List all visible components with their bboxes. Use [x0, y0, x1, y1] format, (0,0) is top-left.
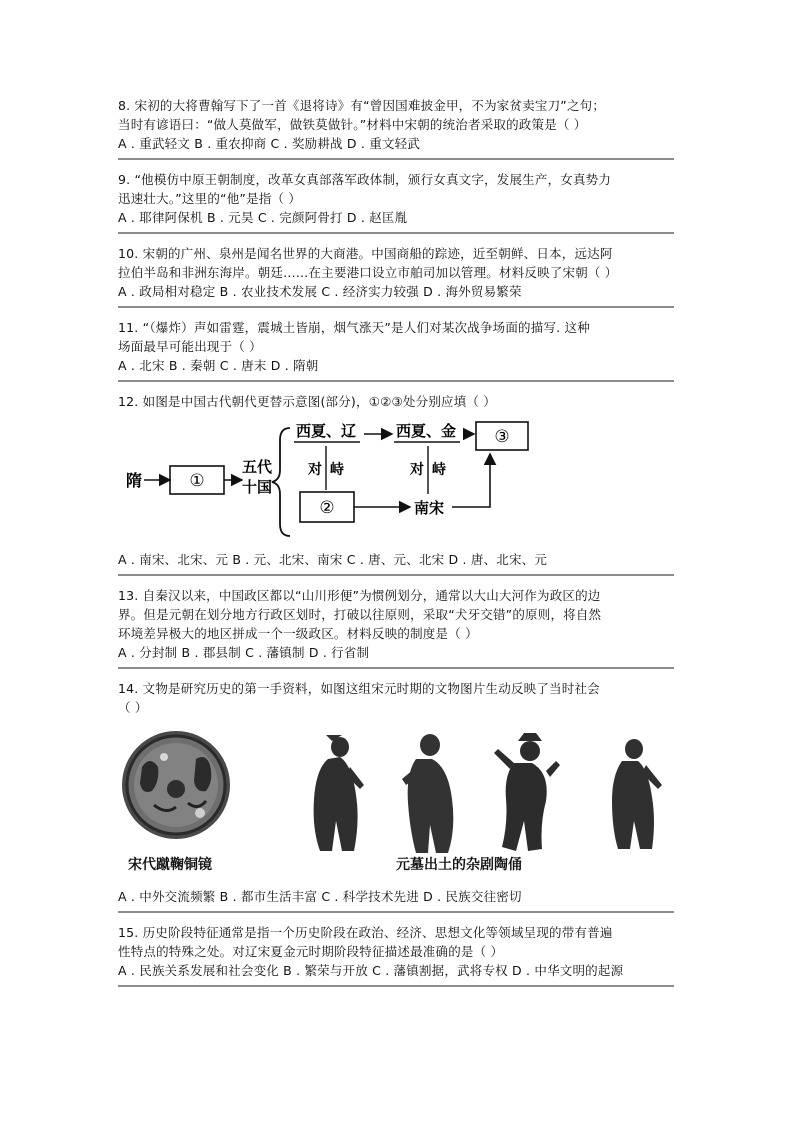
label-shiguo: 十国	[242, 478, 273, 496]
question-11-options[interactable]: A . 北宋 B . 秦朝 C . 唐末 D . 隋朝	[118, 358, 319, 373]
question-15-line-2: 性特点的特殊之处。对辽宋夏金元时期阶段特征描述最准确的是（ ）	[118, 944, 504, 959]
question-15-line-1: 15. 历史阶段特征通常是指一个历史阶段在政治、经济、思想文化等领域呈现的带有普遍	[118, 925, 613, 940]
question-8-line-1: 8. 宋初的大将曹翰写下了一首《退将诗》有“曾因国难披金甲，不为家贫卖宝刀”之句；	[118, 98, 606, 113]
question-9-options[interactable]: A . 耶律阿保机 B . 元昊 C . 完颜阿骨打 D . 赵匡胤	[118, 210, 408, 225]
label-xixia-liao: 西夏、辽	[296, 422, 357, 440]
question-8	[118, 96, 674, 160]
brace	[272, 428, 290, 536]
mirror-caption: 宋代蹴鞠铜镜	[128, 857, 212, 873]
question-10-options[interactable]: A . 政局相对稳定 B . 农业技术发展 C . 经济实力较强 D . 海外贸易繁荣	[118, 284, 522, 299]
question-14-line-1: 14. 文物是研究历史的第一手资料，如图这组宋元时期的文物图片生动反映了当时社会	[118, 681, 600, 696]
question-9	[118, 170, 674, 234]
label-dui-2: 对	[410, 462, 424, 478]
question-9-line-2: 迅速壮大。”这里的“他”是指（ ）	[118, 191, 302, 206]
question-8-options[interactable]: A . 重武轻文 B . 重农抑商 C . 奖励耕战 D . 重文轻武	[118, 136, 421, 151]
label-wudai: 五代	[242, 458, 273, 476]
artifacts-figure	[118, 729, 674, 879]
question-12-line-1: 12. 如图是中国古代朝代更替示意图(部分)，①②③处分别应填（ ）	[118, 394, 496, 409]
question-12	[118, 392, 674, 576]
question-11	[118, 318, 674, 382]
question-11-line-1: 11. “（爆炸）声如雷霆，震城土皆崩，烟气涨天”是人们对某次战争场面的描写. 这种	[118, 320, 590, 335]
label-zhi-1: 峙	[330, 462, 344, 478]
question-14	[118, 679, 674, 913]
figurine-4-image	[612, 739, 662, 849]
question-10-line-2: 拉伯半岛和非洲东海岸。朝廷……在主要港口设立市舶司加以管理。材料反映了宋朝（ ）	[118, 265, 618, 280]
figurines-caption: 元墓出土的杂剧陶俑	[396, 857, 522, 873]
question-10-line-1: 10. 宋朝的广州、泉州是闻名世界的大商港。中国商船的踪迹，近至朝鲜、日本，远达阿	[118, 246, 613, 261]
label-dui-1: 对	[308, 462, 322, 478]
exam-page	[118, 96, 674, 997]
box-3-label: ③	[494, 427, 510, 447]
bronze-mirror-image	[122, 731, 230, 839]
label-xixia-jin: 西夏、金	[396, 422, 457, 440]
question-8-line-2: 当时有谚语曰：“做人莫做军，做铁莫做针。”材料中宋朝的统治者采取的政策是（ ）	[118, 117, 587, 132]
figurine-1-image	[314, 735, 364, 851]
figurine-3-image	[494, 733, 560, 851]
question-13-line-2: 界。但是元朝在划分地方行政区划时，打破以往原则，采取“犬牙交错”的原则，将自然	[118, 607, 602, 622]
box-2-label: ②	[319, 498, 335, 518]
dynasty-diagram	[118, 416, 674, 546]
question-13	[118, 586, 674, 669]
label-sui: 隋	[126, 471, 143, 490]
dynasty-diagram-svg	[118, 416, 674, 546]
question-9-line-1: 9. “他模仿中原王朝制度，改革女真部落军政体制，颁行女真文字，发展生产，女真势力	[118, 172, 612, 187]
question-13-options[interactable]: A . 分封制 B . 郡县制 C . 藩镇制 D . 行省制	[118, 645, 370, 660]
question-14-options[interactable]: A . 中外交流频繁 B . 都市生活丰富 C . 科学技术先进 D . 民族交往密切	[118, 889, 522, 904]
question-13-line-3: 环境差异极大的地区拼成一个一级政区。材料反映的制度是（ ）	[118, 626, 478, 641]
label-nansong: 南宋	[414, 499, 445, 517]
question-14-line-2: （ ）	[118, 700, 148, 715]
question-13-line-1: 13. 自秦汉以来，中国政区都以“山川形便”为惯例划分，通常以大山大河作为政区的边	[118, 588, 601, 603]
question-12-options[interactable]: A . 南宋、北宋、元 B . 元、北宋、南宋 C . 唐、元、北宋 D . 唐、北宋、元	[118, 552, 548, 567]
box-1-label: ①	[189, 471, 205, 491]
question-10	[118, 244, 674, 308]
figurine-2-image	[402, 734, 453, 853]
question-15	[118, 923, 674, 987]
question-11-line-2: 场面最早可能出现于（ ）	[118, 339, 262, 354]
question-15-options[interactable]: A . 民族关系发展和社会变化 B . 繁荣与开放 C . 藩镇割据，武将专权 D . 中华文明的起源	[118, 963, 624, 978]
label-zhi-2: 峙	[432, 462, 446, 478]
